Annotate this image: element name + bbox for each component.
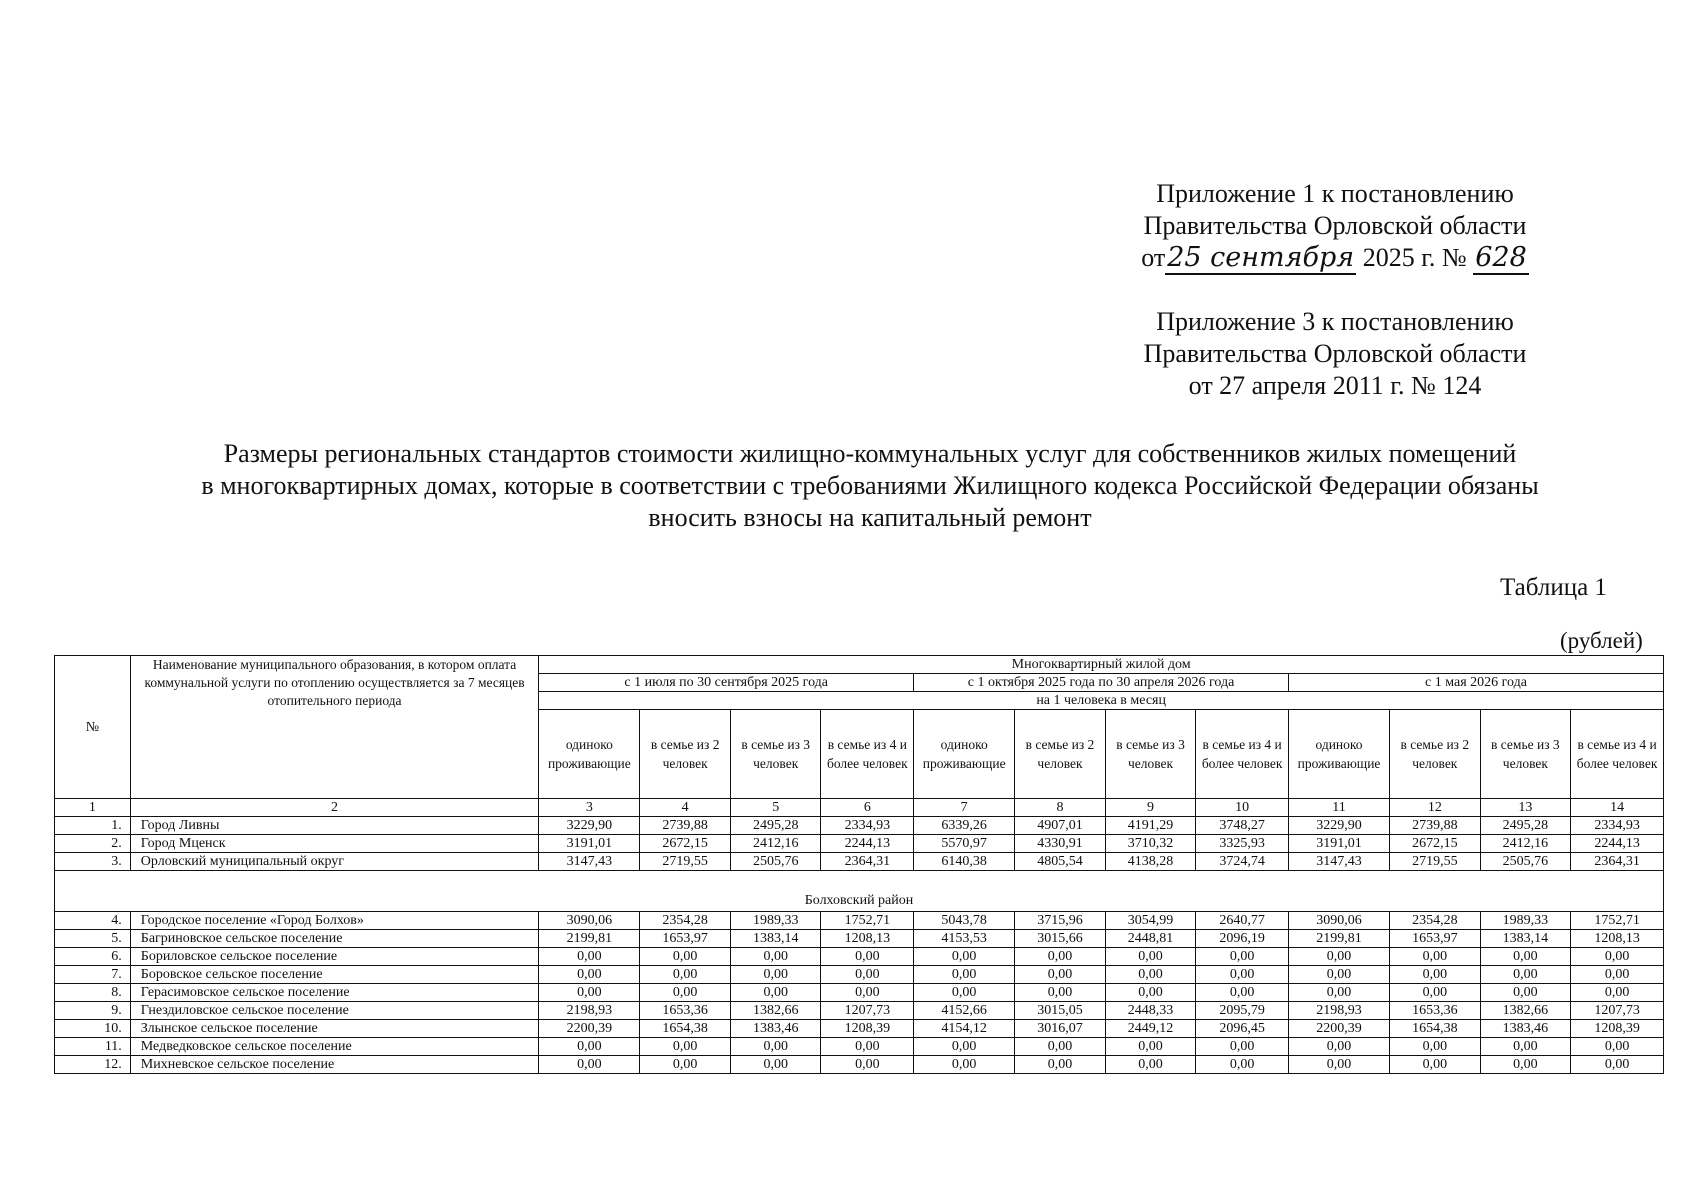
value-cell: 0,00 [821,984,914,1002]
appendix-1-year: 2025 г. № [1362,243,1467,272]
table-row [55,1056,1664,1074]
sub-header-family-4: в семье из 4 и более человек [821,710,914,799]
row-number: 9. [55,1002,131,1020]
value-cell: 2364,31 [1571,853,1664,871]
value-cell: 0,00 [1480,966,1571,984]
row-number: 5. [55,930,131,948]
appendix-3-line3: от 27 апреля 2011 г. № 124 [1188,371,1482,400]
value-cell: 1383,14 [1480,930,1571,948]
sub-header-family-3: в семье из 3 человек [1480,710,1571,799]
value-cell: 4138,28 [1105,853,1196,871]
sub-header-single: одиноко проживающие [914,710,1015,799]
value-cell: 4191,29 [1105,817,1196,835]
value-cell: 4154,12 [914,1020,1015,1038]
value-cell: 0,00 [1196,966,1289,984]
appendix-1-line1: Приложение 1 к постановлению [1156,179,1514,208]
value-cell: 0,00 [1480,1056,1571,1074]
column-number-cell: 3 [539,799,640,817]
row-number: 7. [55,966,131,984]
value-cell: 0,00 [1105,984,1196,1002]
value-cell: 2448,81 [1105,930,1196,948]
row-number: 6. [55,948,131,966]
table-row [55,853,1664,871]
value-cell: 2495,28 [730,817,821,835]
header-per-person: на 1 человека в месяц [539,692,1664,710]
value-cell: 1207,73 [821,1002,914,1020]
value-cell: 3191,01 [1288,835,1389,853]
value-cell: 1208,13 [1571,930,1664,948]
value-cell: 0,00 [730,966,821,984]
value-cell: 0,00 [914,1056,1015,1074]
table-row [55,984,1664,1002]
value-cell: 0,00 [640,948,731,966]
value-cell: 3054,99 [1105,912,1196,930]
value-cell: 3710,32 [1105,835,1196,853]
table-row [55,966,1664,984]
value-cell: 0,00 [640,966,731,984]
value-cell: 2200,39 [1288,1020,1389,1038]
value-cell: 0,00 [1571,948,1664,966]
value-cell: 2199,81 [539,930,640,948]
value-cell: 0,00 [539,948,640,966]
value-cell: 3229,90 [539,817,640,835]
column-number-cell: 10 [1196,799,1289,817]
value-cell: 4330,91 [1015,835,1106,853]
value-cell: 2672,15 [640,835,731,853]
value-cell: 4153,53 [914,930,1015,948]
sub-header-single: одиноко проживающие [539,710,640,799]
value-cell: 1383,46 [730,1020,821,1038]
column-number-cell: 6 [821,799,914,817]
value-cell: 2739,88 [640,817,731,835]
appendix-3-line1: Приложение 3 к постановлению [1156,307,1514,336]
unit-label: (рублей) [1560,628,1643,653]
value-cell: 0,00 [914,966,1015,984]
value-cell: 3229,90 [1288,817,1389,835]
municipality-name: Злынское сельское поселение [130,1020,539,1038]
value-cell: 1208,39 [821,1020,914,1038]
value-cell: 0,00 [1196,1056,1289,1074]
value-cell: 0,00 [1105,966,1196,984]
value-cell: 0,00 [1105,1038,1196,1056]
sub-header-family-2: в семье из 2 человек [1390,710,1481,799]
value-cell: 3724,74 [1196,853,1289,871]
value-cell: 6140,38 [914,853,1015,871]
value-cell: 0,00 [1196,948,1289,966]
column-number-cell: 5 [730,799,821,817]
table-row [55,948,1664,966]
appendix-1-prefix: от [1141,243,1166,272]
value-cell: 1654,38 [640,1020,731,1038]
handwritten-number: 628 [1475,242,1527,273]
column-number-cell: 4 [640,799,731,817]
value-cell: 0,00 [1015,984,1106,1002]
value-cell: 5570,97 [914,835,1015,853]
value-cell: 2364,31 [821,853,914,871]
value-cell: 0,00 [1015,966,1106,984]
municipality-name: Багриновское сельское поселение [130,930,539,948]
value-cell: 0,00 [1390,966,1481,984]
appendix-3-block [1105,306,1565,402]
value-cell: 1208,13 [821,930,914,948]
header-period-1: с 1 июля по 30 сентября 2025 года [539,674,914,692]
row-number: 1. [55,817,131,835]
value-cell: 0,00 [1288,948,1389,966]
value-cell: 0,00 [539,1056,640,1074]
column-number-cell: 12 [1390,799,1481,817]
value-cell: 0,00 [1196,984,1289,1002]
value-cell: 2449,12 [1105,1020,1196,1038]
value-cell: 0,00 [1288,984,1389,1002]
column-number-row [55,799,1664,817]
value-cell: 2640,77 [1196,912,1289,930]
standards-table [54,655,1664,1074]
value-cell: 0,00 [1015,1038,1106,1056]
value-cell: 1383,14 [730,930,821,948]
value-cell: 2334,93 [1571,817,1664,835]
value-cell: 2244,13 [821,835,914,853]
value-cell: 3191,01 [539,835,640,853]
value-cell: 0,00 [1288,1038,1389,1056]
value-cell: 3715,96 [1015,912,1106,930]
value-cell: 1383,46 [1480,1020,1571,1038]
value-cell: 1989,33 [1480,912,1571,930]
row-number: 4. [55,912,131,930]
value-cell: 0,00 [821,948,914,966]
row-number: 3. [55,853,131,871]
value-cell: 0,00 [1390,984,1481,1002]
value-cell: 1653,97 [640,930,731,948]
value-cell: 0,00 [640,1038,731,1056]
column-number-cell: 2 [130,799,539,817]
table-body [55,799,1664,1074]
row-number: 10. [55,1020,131,1038]
table-row [55,912,1664,930]
value-cell: 0,00 [539,984,640,1002]
value-cell: 2244,13 [1571,835,1664,853]
sub-header-family-3: в семье из 3 человек [730,710,821,799]
table-row [55,817,1664,835]
value-cell: 2096,19 [1196,930,1289,948]
value-cell: 0,00 [640,1056,731,1074]
value-cell: 0,00 [1196,1038,1289,1056]
row-number: 2. [55,835,131,853]
appendix-1-block [1105,178,1565,274]
value-cell: 2096,45 [1196,1020,1289,1038]
value-cell: 0,00 [821,1056,914,1074]
value-cell: 2448,33 [1105,1002,1196,1020]
table-row [55,1038,1664,1056]
value-cell: 0,00 [914,984,1015,1002]
appendix-1-line2: Правительства Орловской области [1143,211,1527,240]
value-cell: 1382,66 [730,1002,821,1020]
column-number-cell: 13 [1480,799,1571,817]
table-row [55,1020,1664,1038]
municipality-name: Бориловское сельское поселение [130,948,539,966]
value-cell: 2739,88 [1390,817,1481,835]
municipality-name: Городское поселение «Город Болхов» [130,912,539,930]
sub-header-family-4: в семье из 4 и более человек [1571,710,1664,799]
value-cell: 3015,05 [1015,1002,1106,1020]
value-cell: 1653,97 [1390,930,1481,948]
municipality-name: Михневское сельское поселение [130,1056,539,1074]
value-cell: 6339,26 [914,817,1015,835]
column-number-cell: 7 [914,799,1015,817]
row-number: 11. [55,1038,131,1056]
value-cell: 2412,16 [1480,835,1571,853]
value-cell: 0,00 [821,1038,914,1056]
value-cell: 3015,66 [1015,930,1106,948]
value-cell: 2354,28 [640,912,731,930]
value-cell: 2198,93 [1288,1002,1389,1020]
value-cell: 2198,93 [539,1002,640,1020]
value-cell: 0,00 [914,948,1015,966]
value-cell: 2199,81 [1288,930,1389,948]
handwritten-date: 25 сентября [1167,242,1355,273]
value-cell: 3090,06 [1288,912,1389,930]
value-cell: 0,00 [1288,1056,1389,1074]
municipality-name: Город Мценск [130,835,539,853]
value-cell: 0,00 [1571,1056,1664,1074]
value-cell: 0,00 [539,966,640,984]
value-cell: 2495,28 [1480,817,1571,835]
appendix-1-line3 [1105,242,1565,274]
value-cell: 0,00 [1480,948,1571,966]
municipality-name: Гнездиловское сельское поселение [130,1002,539,1020]
value-cell: 1382,66 [1480,1002,1571,1020]
sub-header-family-4: в семье из 4 и более человек [1196,710,1289,799]
value-cell: 0,00 [730,1038,821,1056]
value-cell: 2095,79 [1196,1002,1289,1020]
value-cell: 0,00 [821,966,914,984]
table-row [55,1002,1664,1020]
value-cell: 1653,36 [1390,1002,1481,1020]
value-cell: 3325,93 [1196,835,1289,853]
value-cell: 0,00 [1390,1038,1481,1056]
column-number-cell: 1 [55,799,131,817]
value-cell: 0,00 [640,984,731,1002]
value-cell: 4907,01 [1015,817,1106,835]
title-line3: вносить взносы на капитальный ремонт [648,503,1092,532]
municipality-name: Город Ливны [130,817,539,835]
header-period-3: с 1 мая 2026 года [1288,674,1663,692]
title-line1: Размеры региональных стандартов стоимости жилищно-коммунальных услуг для собственников жилых помещений [223,439,1517,468]
value-cell: 3147,43 [1288,853,1389,871]
document-title [90,438,1650,534]
value-cell: 0,00 [1015,948,1106,966]
sub-header-family-2: в семье из 2 человек [1015,710,1106,799]
value-cell: 1752,71 [821,912,914,930]
value-cell: 0,00 [1390,1056,1481,1074]
value-cell: 2719,55 [1390,853,1481,871]
value-cell: 4152,66 [914,1002,1015,1020]
header-no: № [55,656,131,799]
value-cell: 0,00 [1571,984,1664,1002]
value-cell: 1752,71 [1571,912,1664,930]
value-cell: 1208,39 [1571,1020,1664,1038]
value-cell: 0,00 [730,1056,821,1074]
row-number: 12. [55,1056,131,1074]
table-row [55,835,1664,853]
section-title: Болховский район [55,871,1664,912]
title-line2: в многоквартирных домах, которые в соответствии с требованиями Жилищного кодекса Российской Федерации обязаны [201,471,1539,500]
value-cell: 0,00 [1105,948,1196,966]
column-number-cell: 14 [1571,799,1664,817]
value-cell: 0,00 [1571,1038,1664,1056]
value-cell: 0,00 [1105,1056,1196,1074]
value-cell: 4805,54 [1015,853,1106,871]
value-cell: 0,00 [1571,966,1664,984]
header-period-2: с 1 октября 2025 года по 30 апреля 2026 года [914,674,1289,692]
value-cell: 0,00 [914,1038,1015,1056]
sub-header-family-3: в семье из 3 человек [1105,710,1196,799]
value-cell: 0,00 [730,984,821,1002]
value-cell: 2505,76 [730,853,821,871]
column-number-cell: 9 [1105,799,1196,817]
value-cell: 2334,93 [821,817,914,835]
value-cell: 1654,38 [1390,1020,1481,1038]
value-cell: 2354,28 [1390,912,1481,930]
value-cell: 1989,33 [730,912,821,930]
appendix-3-line2: Правительства Орловской области [1143,339,1527,368]
municipality-name: Орловский муниципальный округ [130,853,539,871]
value-cell: 0,00 [1480,1038,1571,1056]
value-cell: 0,00 [1480,984,1571,1002]
value-cell: 1207,73 [1571,1002,1664,1020]
value-cell: 0,00 [1390,948,1481,966]
value-cell: 2505,76 [1480,853,1571,871]
table-row [55,930,1664,948]
value-cell: 2672,15 [1390,835,1481,853]
value-cell: 3016,07 [1015,1020,1106,1038]
value-cell: 1653,36 [640,1002,731,1020]
row-number: 8. [55,984,131,1002]
value-cell: 2719,55 [640,853,731,871]
municipality-name: Боровское сельское поселение [130,966,539,984]
sub-header-single: одиноко проживающие [1288,710,1389,799]
value-cell: 3090,06 [539,912,640,930]
column-number-cell: 11 [1288,799,1389,817]
municipality-name: Медведковское сельское поселение [130,1038,539,1056]
value-cell: 5043,78 [914,912,1015,930]
header-house-type: Многоквартирный жилой дом [539,656,1664,674]
value-cell: 2200,39 [539,1020,640,1038]
value-cell: 3748,27 [1196,817,1289,835]
municipality-name: Герасимовское сельское поселение [130,984,539,1002]
value-cell: 0,00 [730,948,821,966]
value-cell: 0,00 [539,1038,640,1056]
section-row [55,871,1664,912]
sub-header-family-2: в семье из 2 человек [640,710,731,799]
table-label: Таблица 1 [1500,574,1607,601]
column-number-cell: 8 [1015,799,1106,817]
value-cell: 2412,16 [730,835,821,853]
value-cell: 0,00 [1015,1056,1106,1074]
header-name: Наименование муниципального образования, в котором оплата коммунальной услуги по отоплению осуществляется за 7 месяцев отопительного периода [130,656,539,799]
value-cell: 3147,43 [539,853,640,871]
value-cell: 0,00 [1288,966,1389,984]
